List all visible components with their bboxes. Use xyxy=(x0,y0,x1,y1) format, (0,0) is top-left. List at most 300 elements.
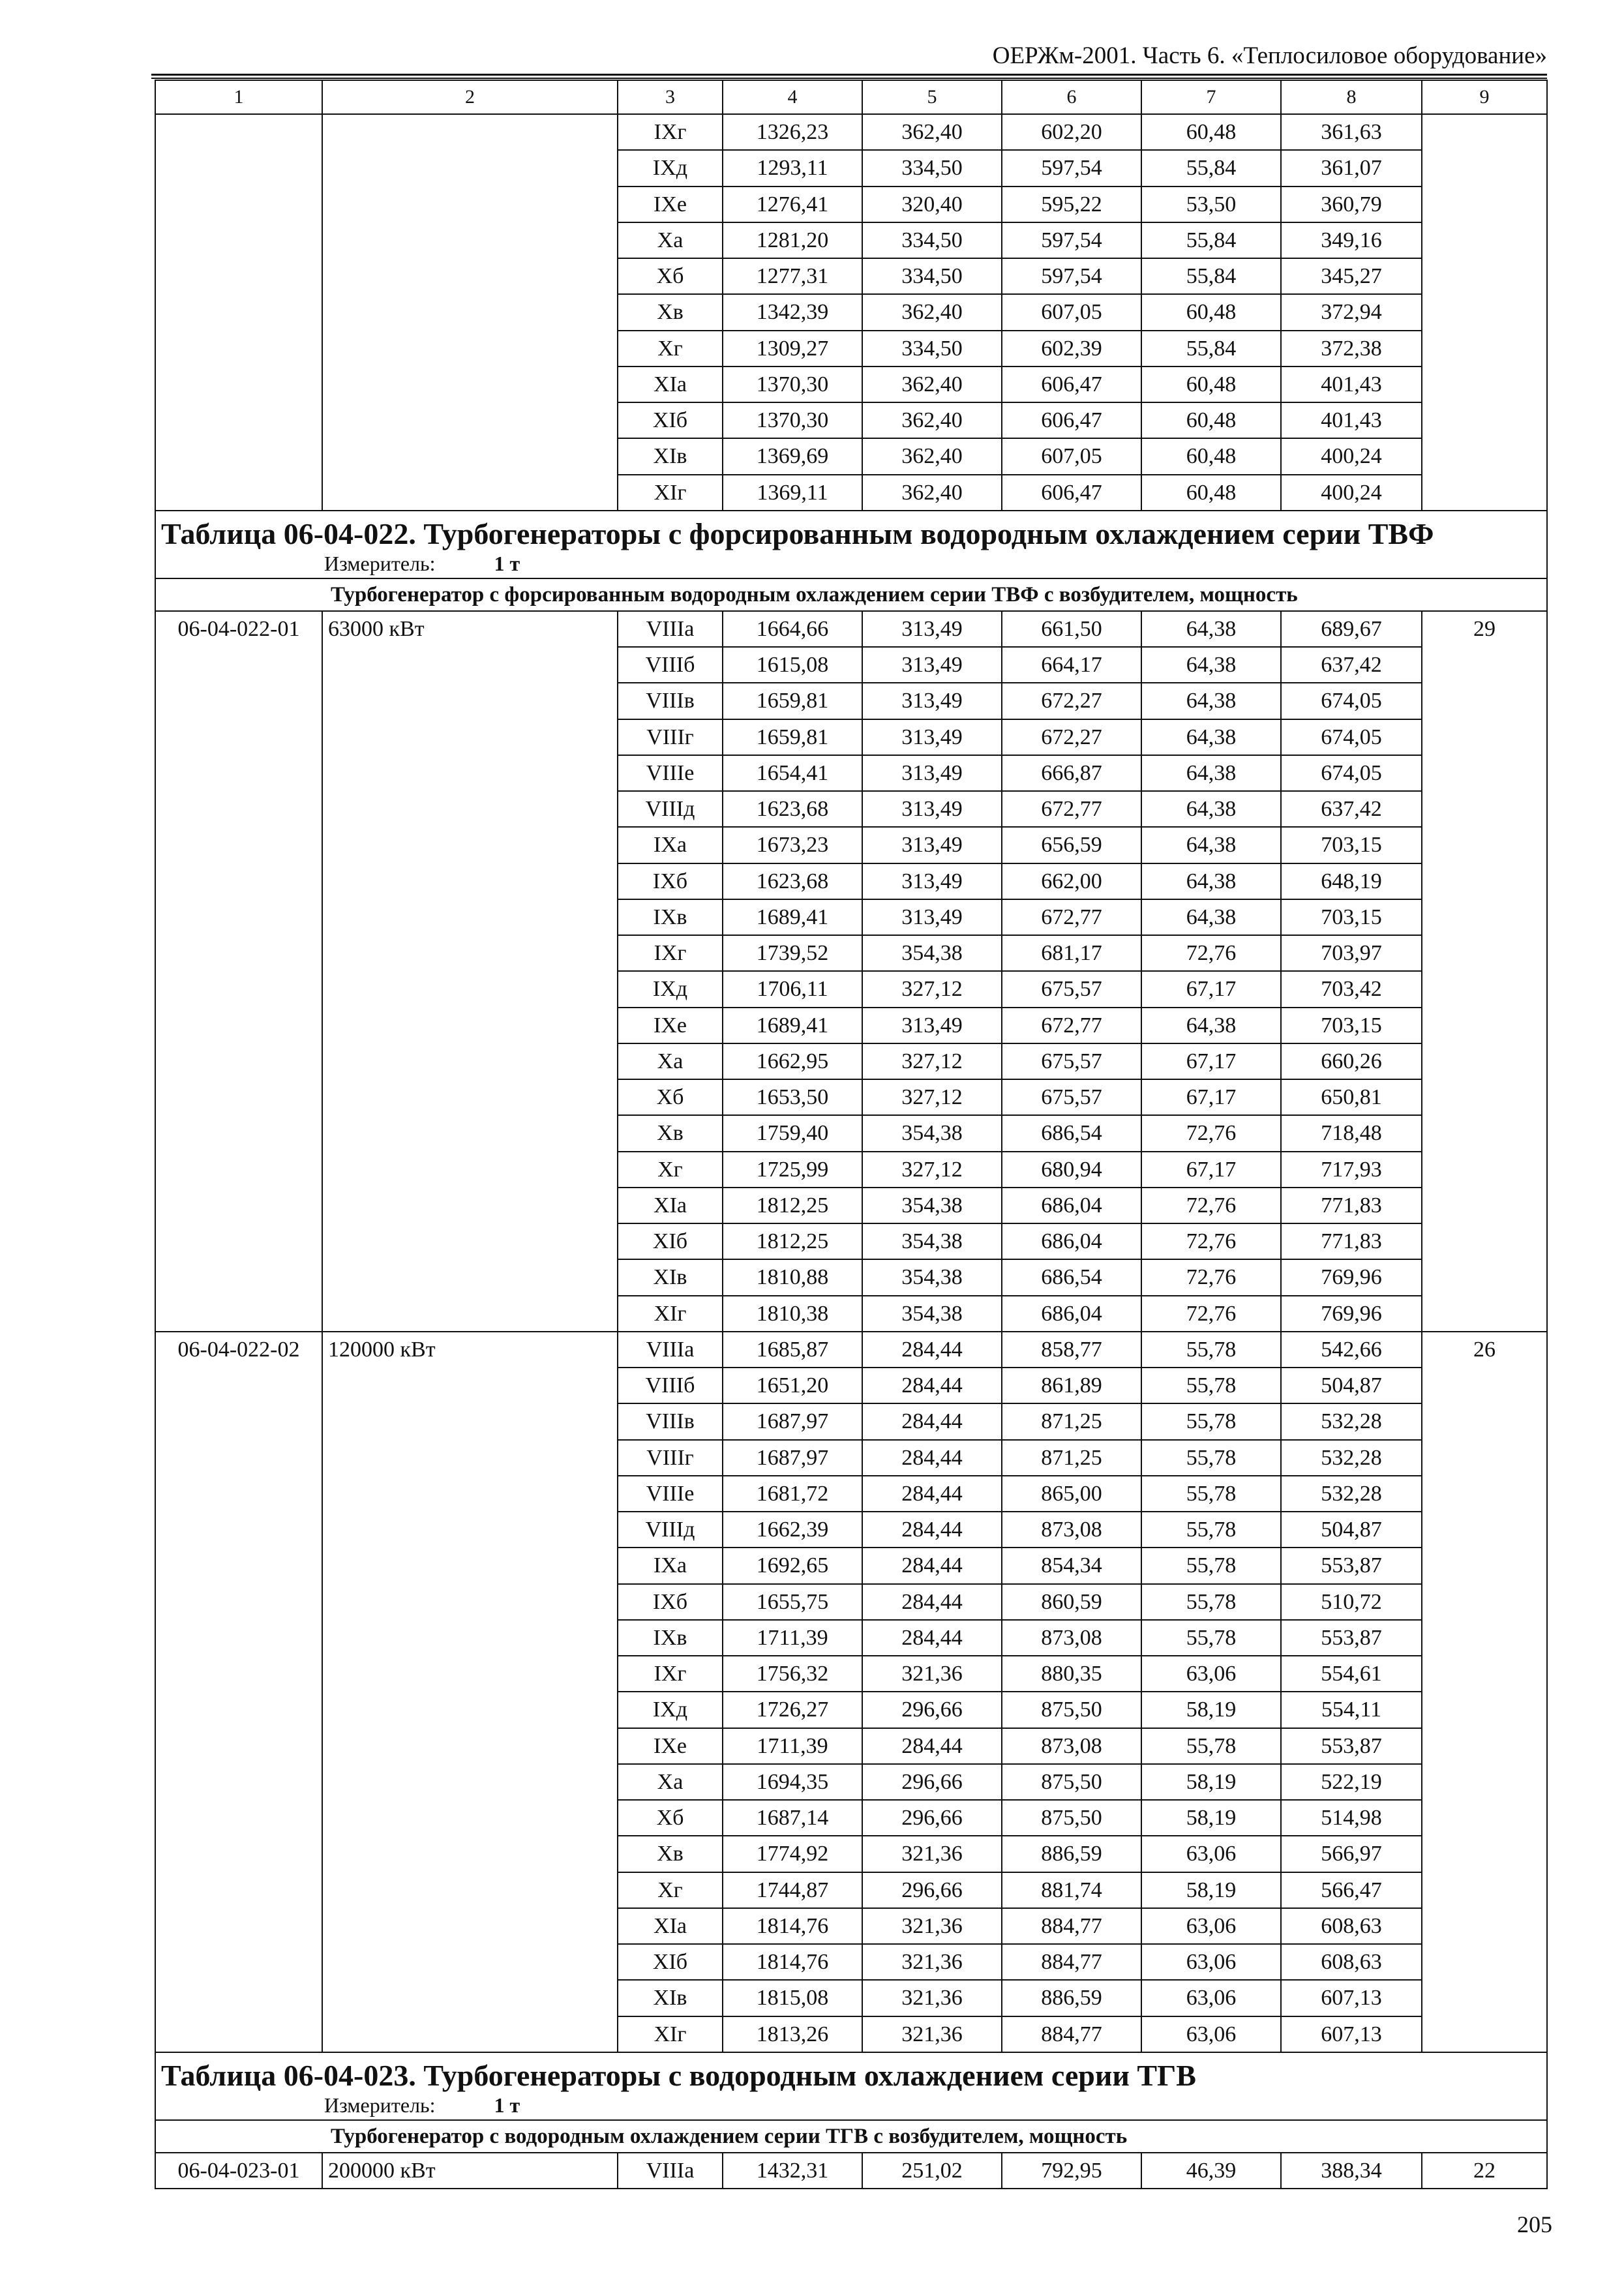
row-col5-value: 321,36 xyxy=(862,1908,1002,1944)
row-region: IXд xyxy=(618,150,723,186)
row-col5-value: 296,66 xyxy=(862,1872,1002,1908)
row-col6-value: 675,57 xyxy=(1002,971,1141,1007)
row-power xyxy=(322,1656,618,1692)
row-col6-value: 884,77 xyxy=(1002,1908,1141,1944)
table-row xyxy=(155,1259,1547,1295)
row-power xyxy=(322,1692,618,1728)
row-col9-value xyxy=(1422,222,1547,258)
row-col6-value: 865,00 xyxy=(1002,1476,1141,1512)
table-row xyxy=(155,863,1547,899)
column-number: 8 xyxy=(1281,80,1422,114)
row-col9-value: 29 xyxy=(1422,611,1547,647)
row-col5-value: 334,50 xyxy=(862,222,1002,258)
row-col6-value: 875,50 xyxy=(1002,1764,1141,1800)
column-number: 6 xyxy=(1002,80,1141,114)
row-col6-value: 873,08 xyxy=(1002,1620,1141,1656)
row-col6-value: 686,54 xyxy=(1002,1259,1141,1295)
row-code xyxy=(155,438,322,474)
row-col4-value: 1739,52 xyxy=(723,935,862,971)
row-col4-value: 1687,97 xyxy=(723,1440,862,1476)
row-region: IXг xyxy=(618,1656,723,1692)
row-col7-value: 58,19 xyxy=(1141,1692,1281,1728)
row-col4-value: 1725,99 xyxy=(723,1152,862,1188)
row-col7-value: 64,38 xyxy=(1141,719,1281,755)
row-col9-value xyxy=(1422,1008,1547,1043)
row-col8-value: 542,66 xyxy=(1281,1332,1422,1368)
row-region: XIв xyxy=(618,1980,723,2016)
table-row xyxy=(155,1079,1547,1115)
table-row xyxy=(155,827,1547,863)
row-col5-value: 321,36 xyxy=(862,1836,1002,1872)
row-power xyxy=(322,1115,618,1151)
row-col9-value xyxy=(1422,1548,1547,1583)
row-col6-value: 666,87 xyxy=(1002,755,1141,791)
row-col9-value xyxy=(1422,827,1547,863)
table-row xyxy=(155,755,1547,791)
row-col4-value: 1662,95 xyxy=(723,1043,862,1079)
row-code xyxy=(155,187,322,222)
row-col6-value: 656,59 xyxy=(1002,827,1141,863)
table-row xyxy=(155,1620,1547,1656)
row-col8-value: 703,97 xyxy=(1281,935,1422,971)
row-code xyxy=(155,647,322,683)
row-col4-value: 1711,39 xyxy=(723,1728,862,1764)
row-col5-value: 284,44 xyxy=(862,1368,1002,1403)
row-col9-value xyxy=(1422,1403,1547,1439)
row-col8-value: 660,26 xyxy=(1281,1043,1422,1079)
table-row xyxy=(155,1512,1547,1548)
row-code xyxy=(155,222,322,258)
row-col7-value: 63,06 xyxy=(1141,1908,1281,1944)
row-col8-value: 401,43 xyxy=(1281,402,1422,438)
row-col9-value xyxy=(1422,2016,1547,2052)
row-col5-value: 296,66 xyxy=(862,1764,1002,1800)
row-col6-value: 854,34 xyxy=(1002,1548,1141,1583)
row-region: XIг xyxy=(618,2016,723,2052)
table-row xyxy=(155,1764,1547,1800)
row-power xyxy=(322,1043,618,1079)
row-col6-value: 886,59 xyxy=(1002,1980,1141,2016)
row-col7-value: 67,17 xyxy=(1141,1043,1281,1079)
row-col9-value xyxy=(1422,1980,1547,2016)
row-col7-value: 64,38 xyxy=(1141,1008,1281,1043)
row-col6-value: 873,08 xyxy=(1002,1512,1141,1548)
row-power: 200000 кВт xyxy=(322,2153,618,2189)
row-col5-value: 327,12 xyxy=(862,1152,1002,1188)
running-header: ОЕРЖм-2001. Часть 6. «Теплосиловое оборудование» xyxy=(992,42,1547,69)
row-col5-value: 313,49 xyxy=(862,611,1002,647)
column-number: 4 xyxy=(723,80,862,114)
row-col7-value: 60,48 xyxy=(1141,402,1281,438)
table-row xyxy=(155,899,1547,935)
row-region: Xв xyxy=(618,1115,723,1151)
table-row xyxy=(155,1332,1547,1368)
row-col4-value: 1370,30 xyxy=(723,367,862,402)
row-col4-value: 1774,92 xyxy=(723,1836,862,1872)
row-col4-value: 1812,25 xyxy=(723,1188,862,1223)
row-col8-value: 637,42 xyxy=(1281,647,1422,683)
table-row xyxy=(155,1656,1547,1692)
row-region: VIIIe xyxy=(618,1476,723,1512)
row-power xyxy=(322,1908,618,1944)
row-col7-value: 55,78 xyxy=(1141,1728,1281,1764)
row-code xyxy=(155,827,322,863)
row-region: VIIIб xyxy=(618,647,723,683)
row-col6-value: 880,35 xyxy=(1002,1656,1141,1692)
row-power xyxy=(322,475,618,511)
row-power xyxy=(322,1188,618,1223)
measure-value: 1 т xyxy=(494,551,520,575)
row-col4-value: 1309,27 xyxy=(723,331,862,367)
row-col5-value: 284,44 xyxy=(862,1440,1002,1476)
row-power xyxy=(322,1512,618,1548)
row-col9-value xyxy=(1422,1296,1547,1332)
row-col8-value: 361,07 xyxy=(1281,150,1422,186)
row-code xyxy=(155,1368,322,1403)
row-code xyxy=(155,1512,322,1548)
row-region: XIб xyxy=(618,1223,723,1259)
row-col9-value xyxy=(1422,294,1547,330)
row-col4-value: 1369,69 xyxy=(723,438,862,474)
row-col5-value: 327,12 xyxy=(862,1079,1002,1115)
row-col4-value: 1659,81 xyxy=(723,683,862,719)
row-power xyxy=(322,150,618,186)
row-col5-value: 313,49 xyxy=(862,899,1002,935)
table-row xyxy=(155,1584,1547,1620)
row-power xyxy=(322,294,618,330)
row-col5-value: 362,40 xyxy=(862,367,1002,402)
row-col6-value: 597,54 xyxy=(1002,150,1141,186)
row-col7-value: 63,06 xyxy=(1141,1656,1281,1692)
row-code xyxy=(155,971,322,1007)
row-col4-value: 1432,31 xyxy=(723,2153,862,2189)
row-col8-value: 703,15 xyxy=(1281,899,1422,935)
row-col7-value: 60,48 xyxy=(1141,367,1281,402)
row-col5-value: 362,40 xyxy=(862,114,1002,150)
row-col8-value: 703,15 xyxy=(1281,1008,1422,1043)
row-col6-value: 884,77 xyxy=(1002,2016,1141,2052)
row-col7-value: 46,39 xyxy=(1141,2153,1281,2189)
row-col7-value: 55,78 xyxy=(1141,1512,1281,1548)
row-col8-value: 717,93 xyxy=(1281,1152,1422,1188)
row-region: Xв xyxy=(618,1836,723,1872)
table-row xyxy=(155,222,1547,258)
row-col8-value: 504,87 xyxy=(1281,1368,1422,1403)
row-col9-value xyxy=(1422,114,1547,150)
row-col9-value xyxy=(1422,719,1547,755)
table-row xyxy=(155,935,1547,971)
row-power xyxy=(322,1259,618,1295)
row-col9-value xyxy=(1422,1223,1547,1259)
row-region: VIIIв xyxy=(618,683,723,719)
table-title: Таблица 06-04-022. Турбогенераторы с форсированным водородным охлаждением серии ТВФ xyxy=(155,511,1547,552)
row-col7-value: 72,76 xyxy=(1141,1115,1281,1151)
row-col9-value xyxy=(1422,1079,1547,1115)
row-power xyxy=(322,1872,618,1908)
row-code xyxy=(155,719,322,755)
row-col5-value: 313,49 xyxy=(862,791,1002,827)
row-col9-value xyxy=(1422,935,1547,971)
row-col6-value: 606,47 xyxy=(1002,367,1141,402)
row-power xyxy=(322,647,618,683)
row-col4-value: 1277,31 xyxy=(723,258,862,294)
row-code xyxy=(155,1836,322,1872)
row-power: 63000 кВт xyxy=(322,611,618,647)
table-row xyxy=(155,611,1547,647)
row-region: VIIIв xyxy=(618,1403,723,1439)
table-row xyxy=(155,1043,1547,1079)
row-code: 06-04-023-01 xyxy=(155,2153,322,2189)
row-col9-value xyxy=(1422,1512,1547,1548)
row-col4-value: 1664,66 xyxy=(723,611,862,647)
table-row xyxy=(155,719,1547,755)
row-col5-value: 321,36 xyxy=(862,1656,1002,1692)
row-col4-value: 1687,14 xyxy=(723,1800,862,1836)
row-col6-value: 672,27 xyxy=(1002,683,1141,719)
row-col5-value: 334,50 xyxy=(862,331,1002,367)
row-col5-value: 327,12 xyxy=(862,1043,1002,1079)
row-col4-value: 1689,41 xyxy=(723,1008,862,1043)
row-power xyxy=(322,187,618,222)
table-row xyxy=(155,402,1547,438)
row-code xyxy=(155,1980,322,2016)
row-col5-value: 354,38 xyxy=(862,1259,1002,1295)
row-col6-value: 672,27 xyxy=(1002,719,1141,755)
column-number: 7 xyxy=(1141,80,1281,114)
row-power xyxy=(322,755,618,791)
row-power xyxy=(322,791,618,827)
row-col6-value: 662,00 xyxy=(1002,863,1141,899)
row-region: IXг xyxy=(618,114,723,150)
table-title-row xyxy=(155,511,1547,552)
row-col4-value: 1706,11 xyxy=(723,971,862,1007)
row-region: VIIIe xyxy=(618,755,723,791)
table-row xyxy=(155,1188,1547,1223)
measure-cell xyxy=(155,2093,1547,2120)
row-col8-value: 648,19 xyxy=(1281,863,1422,899)
row-col9-value xyxy=(1422,1800,1547,1836)
row-col7-value: 55,78 xyxy=(1141,1620,1281,1656)
measure-row xyxy=(155,2093,1547,2120)
row-col9-value xyxy=(1422,899,1547,935)
row-col9-value xyxy=(1422,1259,1547,1295)
row-col8-value: 769,96 xyxy=(1281,1296,1422,1332)
row-col8-value: 532,28 xyxy=(1281,1476,1422,1512)
row-power xyxy=(322,683,618,719)
row-col9-value xyxy=(1422,1043,1547,1079)
measure-row xyxy=(155,552,1547,578)
row-col9-value xyxy=(1422,755,1547,791)
row-col4-value: 1281,20 xyxy=(723,222,862,258)
row-col7-value: 64,38 xyxy=(1141,791,1281,827)
row-col9-value xyxy=(1422,1440,1547,1476)
table-row xyxy=(155,1872,1547,1908)
row-col7-value: 63,06 xyxy=(1141,2016,1281,2052)
row-col4-value: 1342,39 xyxy=(723,294,862,330)
table-row xyxy=(155,367,1547,402)
row-power xyxy=(322,1980,618,2016)
row-code xyxy=(155,1692,322,1728)
row-power xyxy=(322,2016,618,2052)
row-col5-value: 284,44 xyxy=(862,1476,1002,1512)
row-col8-value: 388,34 xyxy=(1281,2153,1422,2189)
row-power xyxy=(322,1152,618,1188)
row-code xyxy=(155,1188,322,1223)
row-col8-value: 566,47 xyxy=(1281,1872,1422,1908)
row-col6-value: 886,59 xyxy=(1002,1836,1141,1872)
row-col7-value: 55,84 xyxy=(1141,222,1281,258)
row-region: VIIIг xyxy=(618,1440,723,1476)
row-region: Xг xyxy=(618,1152,723,1188)
row-col5-value: 296,66 xyxy=(862,1692,1002,1728)
row-region: IXa xyxy=(618,1548,723,1583)
row-power xyxy=(322,1548,618,1583)
row-col7-value: 63,06 xyxy=(1141,1836,1281,1872)
table-body xyxy=(155,80,1547,2189)
row-col8-value: 608,63 xyxy=(1281,1908,1422,1944)
row-col7-value: 63,06 xyxy=(1141,1944,1281,1980)
row-code xyxy=(155,1908,322,1944)
row-code xyxy=(155,402,322,438)
row-col8-value: 514,98 xyxy=(1281,1800,1422,1836)
row-power xyxy=(322,367,618,402)
row-region: XIa xyxy=(618,1908,723,1944)
row-col8-value: 553,87 xyxy=(1281,1548,1422,1583)
table-row xyxy=(155,1548,1547,1583)
table-row xyxy=(155,1223,1547,1259)
row-col8-value: 554,61 xyxy=(1281,1656,1422,1692)
row-power xyxy=(322,1368,618,1403)
column-number-row xyxy=(155,80,1547,114)
table-row xyxy=(155,1476,1547,1512)
row-col7-value: 53,50 xyxy=(1141,187,1281,222)
row-region: VIIIг xyxy=(618,719,723,755)
row-col7-value: 55,84 xyxy=(1141,150,1281,186)
row-col4-value: 1711,39 xyxy=(723,1620,862,1656)
row-col5-value: 327,12 xyxy=(862,971,1002,1007)
row-col6-value: 858,77 xyxy=(1002,1332,1141,1368)
row-col7-value: 58,19 xyxy=(1141,1800,1281,1836)
row-col8-value: 718,48 xyxy=(1281,1115,1422,1151)
row-col4-value: 1673,23 xyxy=(723,827,862,863)
row-col8-value: 372,38 xyxy=(1281,331,1422,367)
row-col5-value: 284,44 xyxy=(862,1620,1002,1656)
row-col9-value xyxy=(1422,1908,1547,1944)
row-col7-value: 55,78 xyxy=(1141,1403,1281,1439)
row-code xyxy=(155,294,322,330)
table-row xyxy=(155,1800,1547,1836)
column-number: 3 xyxy=(618,80,723,114)
row-col9-value xyxy=(1422,1944,1547,1980)
row-col5-value: 284,44 xyxy=(862,1548,1002,1583)
row-col6-value: 606,47 xyxy=(1002,402,1141,438)
row-region: VIIIб xyxy=(618,1368,723,1403)
row-power xyxy=(322,971,618,1007)
row-col8-value: 637,42 xyxy=(1281,791,1422,827)
row-col6-value: 884,77 xyxy=(1002,1944,1141,1980)
row-col9-value xyxy=(1422,1728,1547,1764)
row-col5-value: 284,44 xyxy=(862,1584,1002,1620)
row-region: XIб xyxy=(618,1944,723,1980)
row-col4-value: 1744,87 xyxy=(723,1872,862,1908)
row-col6-value: 686,04 xyxy=(1002,1296,1141,1332)
table-row xyxy=(155,475,1547,511)
row-col7-value: 63,06 xyxy=(1141,1980,1281,2016)
row-col5-value: 362,40 xyxy=(862,402,1002,438)
row-power xyxy=(322,258,618,294)
table-row xyxy=(155,1152,1547,1188)
header-rule xyxy=(151,78,1547,79)
row-col6-value: 871,25 xyxy=(1002,1403,1141,1439)
row-col9-value xyxy=(1422,971,1547,1007)
row-col5-value: 313,49 xyxy=(862,827,1002,863)
row-power xyxy=(322,1728,618,1764)
row-col7-value: 67,17 xyxy=(1141,1079,1281,1115)
row-code xyxy=(155,1872,322,1908)
table-row xyxy=(155,1692,1547,1728)
row-region: IXг xyxy=(618,935,723,971)
row-region: IXe xyxy=(618,1008,723,1043)
row-col6-value: 860,59 xyxy=(1002,1584,1141,1620)
row-col7-value: 64,38 xyxy=(1141,827,1281,863)
row-col6-value: 607,05 xyxy=(1002,294,1141,330)
row-col4-value: 1659,81 xyxy=(723,719,862,755)
row-col8-value: 504,87 xyxy=(1281,1512,1422,1548)
row-power xyxy=(322,1800,618,1836)
row-code xyxy=(155,863,322,899)
row-code xyxy=(155,1620,322,1656)
row-col8-value: 703,42 xyxy=(1281,971,1422,1007)
row-col8-value: 349,16 xyxy=(1281,222,1422,258)
subheading-row xyxy=(155,2120,1547,2153)
row-col8-value: 608,63 xyxy=(1281,1944,1422,1980)
row-col6-value: 861,89 xyxy=(1002,1368,1141,1403)
table-row xyxy=(155,1728,1547,1764)
row-col9-value xyxy=(1422,1836,1547,1872)
table-row xyxy=(155,1008,1547,1043)
table-row xyxy=(155,331,1547,367)
row-col4-value: 1651,20 xyxy=(723,1368,862,1403)
row-col5-value: 251,02 xyxy=(862,2153,1002,2189)
row-region: IXв xyxy=(618,899,723,935)
row-col6-value: 597,54 xyxy=(1002,222,1141,258)
row-code xyxy=(155,1476,322,1512)
row-col7-value: 67,17 xyxy=(1141,1152,1281,1188)
row-col5-value: 362,40 xyxy=(862,475,1002,511)
row-col4-value: 1370,30 xyxy=(723,402,862,438)
row-col9-value xyxy=(1422,683,1547,719)
row-col9-value xyxy=(1422,1584,1547,1620)
column-number: 5 xyxy=(862,80,1002,114)
table-row xyxy=(155,187,1547,222)
row-region: VIIIa xyxy=(618,2153,723,2189)
row-col7-value: 64,38 xyxy=(1141,647,1281,683)
measure-value: 1 т xyxy=(494,2093,520,2117)
row-col4-value: 1687,97 xyxy=(723,1403,862,1439)
row-col9-value xyxy=(1422,1620,1547,1656)
row-col6-value: 881,74 xyxy=(1002,1872,1141,1908)
row-col8-value: 674,05 xyxy=(1281,755,1422,791)
table-row xyxy=(155,258,1547,294)
row-col6-value: 602,20 xyxy=(1002,114,1141,150)
row-power xyxy=(322,1944,618,1980)
row-col6-value: 675,57 xyxy=(1002,1043,1141,1079)
row-col4-value: 1810,38 xyxy=(723,1296,862,1332)
row-col8-value: 769,96 xyxy=(1281,1259,1422,1295)
row-col5-value: 362,40 xyxy=(862,294,1002,330)
row-col5-value: 313,49 xyxy=(862,755,1002,791)
row-code xyxy=(155,1656,322,1692)
